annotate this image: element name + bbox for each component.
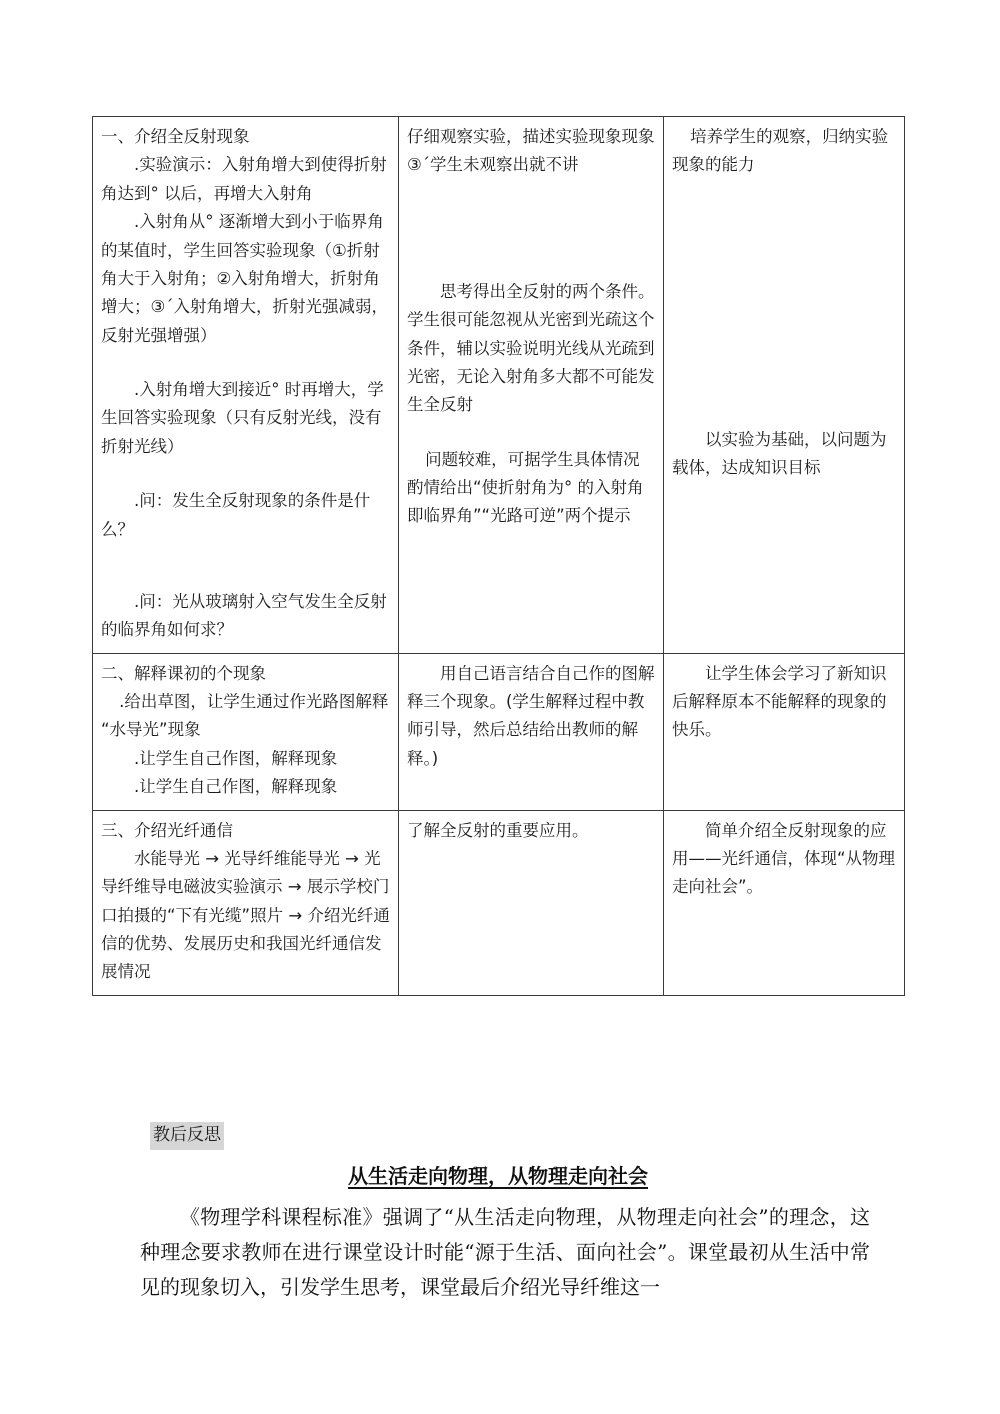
design-intent-text: 简单介绍全反射现象的应用——光纤通信，体现“从物理走向社会”。 [672,820,896,897]
student-activity-text: 用自己语言结合自己作的图解释三个现象。(学生解释过程中教师引导，然后总结给出教师的解释。) [407,663,655,768]
section-heading-3: 三、介绍光纤通信 [101,820,233,840]
activity-paragraph: .让学生自己作图，解释现象 [134,748,338,768]
cell-activity-2 [93,653,399,810]
lesson-plan-table [92,116,905,996]
cell-intent-1 [664,117,905,654]
section-heading-2: 二、解释课初的个现象 [101,663,266,683]
cell-activity-1 [93,117,399,654]
activity-paragraph: .实验演示：入射角增大到使得折射角达到° 以后，再增大入射角 [101,155,387,203]
cell-intent-2 [664,653,905,810]
section-heading-1: 一、介绍全反射现象 [101,127,250,146]
cell-student-1 [399,117,664,654]
reflection-title: 从生活走向物理，从物理走向社会 [348,1164,648,1188]
activity-paragraph: .让学生自己作图，解释现象 [134,777,338,797]
reflection-body: 《物理学科课程标准》强调了“从生活走向物理，从物理走向社会”的理念，这种理念要求教师在进行课堂设计时能“源于生活、面向社会”。课堂最初从生活中常见的现象切入，引发学生思考，课堂最后介绍光导纤维这一 [140,1205,870,1299]
design-intent-text: 培养学生的观察，归纳实验现象的能力 [672,127,889,175]
cell-student-3 [399,810,664,995]
activity-paragraph: .入射角从° 逐渐增大到小于临界角的某值时，学生回答实验现象（①折射角大于入射角；②入射角增大，折射角增大；③´入射角增大，折射光强减弱，反射光强增强） [101,212,389,345]
table-row [93,117,905,654]
activity-paragraph: .问：发生全反射现象的条件是什么？ [101,491,371,539]
activity-paragraph: .入射角增大到接近° 时再增大，学生回答实验现象（只有反射光线，没有折射光线） [101,380,384,456]
cell-activity-3 [93,810,399,995]
reflection-tag: 教后反思 [150,1122,224,1150]
design-intent-text: 以实验为基础，以问题为载体，达成知识目标 [672,429,887,478]
cell-intent-3 [664,810,905,995]
student-activity-text: 仔细观察实验，描述实验现象现象③´学生未观察出就不讲 [407,127,655,175]
table-row [93,653,905,810]
table-row [93,810,905,995]
student-activity-text: 了解全反射的重要应用。 [407,820,589,840]
student-activity-text: 问题较难，可据学生具体情况酌情给出“使折射角为° 的入射角即临界角”“光路可逆”两个提示 [407,449,644,526]
cell-student-2 [399,653,664,810]
activity-paragraph: 水能导光 → 光导纤维能导光 → 光导纤维导电磁波实验演示 → 展示学校门口拍摄的“下有光缆”照片 → 介绍光纤通信的优势、发展历史和我国光纤通信发展情况 [101,848,390,982]
design-intent-text: 让学生体会学习了新知识后解释原本不能解释的现象的快乐。 [672,663,887,740]
activity-paragraph: .问：光从玻璃射入空气发生全反射的临界角如何求？ [101,591,387,640]
activity-paragraph: .给出草图，让学生通过作光路图解释“水导光”现象 [101,692,389,740]
student-activity-text: 思考得出全反射的两个条件。学生很可能忽视从光密到光疏这个条件，辅以实验说明光线从光疏到光密，无论入射角多大都不可能发生全反射 [407,281,655,415]
